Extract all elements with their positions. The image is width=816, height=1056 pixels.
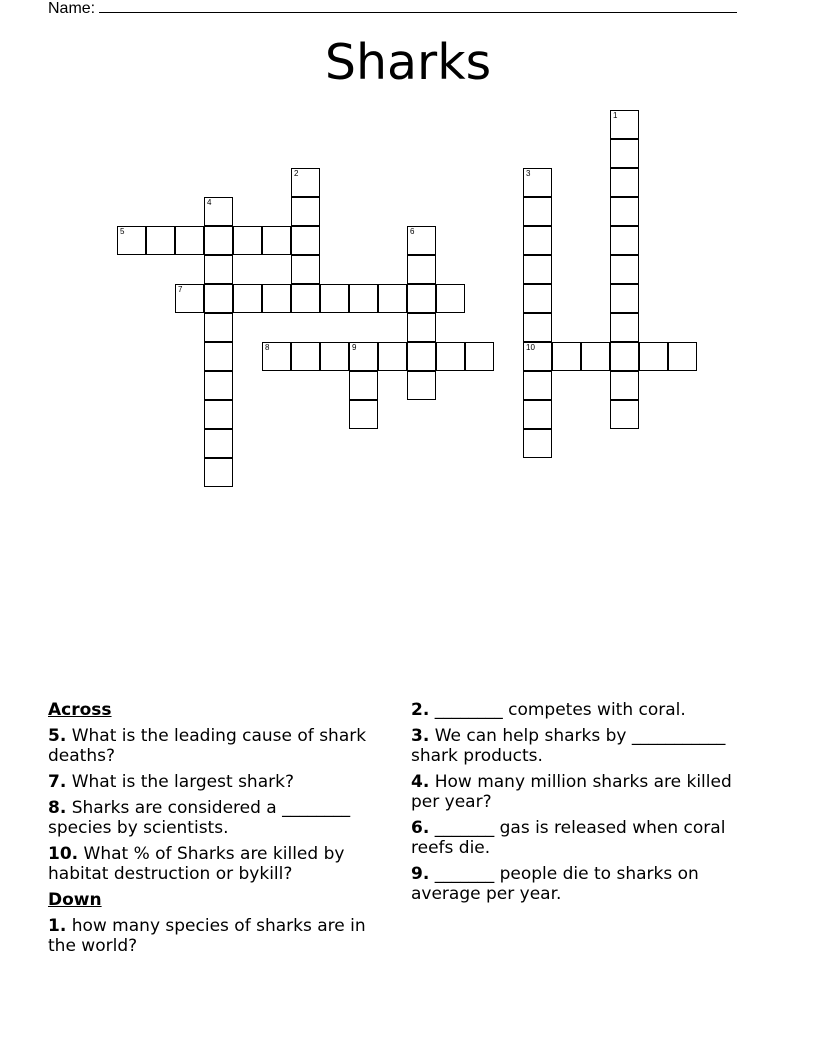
clue-number: 2. (411, 700, 430, 720)
crossword-cell[interactable] (407, 226, 436, 255)
crossword-cell[interactable] (552, 342, 581, 371)
crossword-cell[interactable] (291, 284, 320, 313)
clue-text: How many million sharks are killed per year? (411, 772, 732, 812)
crossword-cell[interactable] (610, 168, 639, 197)
crossword-cell[interactable] (523, 342, 552, 371)
crossword-cell[interactable] (233, 284, 262, 313)
clue-number: 9. (411, 864, 430, 884)
clue-text: _______ people die to sharks on average per year. (411, 864, 699, 904)
crossword-cell[interactable] (610, 342, 639, 371)
clue-text: What is the leading cause of shark deaths? (48, 726, 367, 766)
across-heading: Across (48, 700, 112, 720)
cell-number: 1 (613, 111, 618, 120)
clue-text: What % of Sharks are killed by habitat destruction or bykill? (48, 844, 345, 884)
cell-number: 6 (410, 227, 415, 236)
clue-number: 10. (48, 844, 79, 864)
crossword-cell[interactable] (668, 342, 697, 371)
crossword-cell[interactable] (581, 342, 610, 371)
clue-number: 7. (48, 772, 67, 792)
crossword-cell[interactable] (291, 168, 320, 197)
crossword-cell[interactable] (523, 255, 552, 284)
crossword-cell[interactable] (349, 284, 378, 313)
clue-across-7 (48, 772, 393, 792)
crossword-cell[interactable] (204, 226, 233, 255)
clue-across-8 (48, 798, 393, 838)
cell-number: 5 (120, 227, 125, 236)
crossword-cell[interactable] (262, 342, 291, 371)
crossword-cell[interactable] (610, 226, 639, 255)
crossword-cell[interactable] (320, 284, 349, 313)
page-title: Sharks (324, 34, 492, 91)
crossword-cell[interactable] (407, 284, 436, 313)
cell-number: 9 (352, 343, 357, 352)
crossword-cell[interactable] (407, 342, 436, 371)
crossword-cell[interactable] (610, 400, 639, 429)
crossword-cell[interactable] (523, 371, 552, 400)
crossword-cell[interactable] (436, 342, 465, 371)
crossword-cell[interactable] (204, 400, 233, 429)
crossword-cell[interactable] (407, 371, 436, 400)
clue-number: 8. (48, 798, 67, 818)
crossword-cell[interactable] (204, 371, 233, 400)
crossword-cell[interactable] (349, 371, 378, 400)
clue-text: We can help sharks by ___________ shark products. (411, 726, 726, 766)
crossword-cell[interactable] (639, 342, 668, 371)
crossword-cell[interactable] (610, 139, 639, 168)
crossword-cell[interactable] (175, 284, 204, 313)
crossword-cell[interactable] (146, 226, 175, 255)
crossword-cell[interactable] (349, 342, 378, 371)
clue-down-6 (411, 818, 751, 858)
crossword-cell[interactable] (610, 284, 639, 313)
crossword-cell[interactable] (175, 226, 204, 255)
clue-across-5 (48, 726, 393, 766)
clue-text: how many species of sharks are in the world? (48, 916, 366, 956)
clues-left-column (48, 700, 393, 962)
crossword-cell[interactable] (407, 255, 436, 284)
crossword-cell[interactable] (465, 342, 494, 371)
cell-number: 2 (294, 169, 299, 178)
crossword-cell[interactable] (291, 197, 320, 226)
crossword-cell[interactable] (610, 371, 639, 400)
crossword-cell[interactable] (204, 313, 233, 342)
cell-number: 10 (526, 343, 535, 352)
clue-text: What is the largest shark? (71, 772, 294, 792)
crossword-cell[interactable] (378, 284, 407, 313)
cell-number: 3 (526, 169, 531, 178)
crossword-cell[interactable] (436, 284, 465, 313)
crossword-cell[interactable] (349, 400, 378, 429)
clue-down-9 (411, 864, 751, 904)
cell-number: 8 (265, 343, 270, 352)
clue-text: _______ gas is released when coral reefs die. (411, 818, 726, 858)
crossword-cell[interactable] (204, 429, 233, 458)
clues-right-column (411, 700, 751, 910)
clue-down-2 (411, 700, 751, 720)
crossword-cell[interactable] (204, 255, 233, 284)
crossword-cell[interactable] (523, 168, 552, 197)
crossword-cell[interactable] (204, 284, 233, 313)
crossword-cell[interactable] (262, 284, 291, 313)
crossword-cell[interactable] (523, 197, 552, 226)
clue-across-10 (48, 844, 393, 884)
clue-number: 5. (48, 726, 67, 746)
crossword-cell[interactable] (523, 284, 552, 313)
crossword-cell[interactable] (610, 255, 639, 284)
crossword-cell[interactable] (117, 226, 146, 255)
name-label: Name: (48, 0, 96, 17)
crossword-cell[interactable] (523, 400, 552, 429)
crossword-cell[interactable] (233, 226, 262, 255)
crossword-cell[interactable] (204, 342, 233, 371)
cell-number: 4 (207, 198, 212, 207)
crossword-cell[interactable] (523, 429, 552, 458)
clue-text: Sharks are considered a ________ species by scientists. (48, 798, 351, 838)
crossword-cell[interactable] (204, 458, 233, 487)
clue-number: 3. (411, 726, 430, 746)
crossword-cell[interactable] (204, 197, 233, 226)
crossword-cell[interactable] (262, 226, 291, 255)
clue-down-4 (411, 772, 751, 812)
clue-number: 6. (411, 818, 430, 838)
crossword-cell[interactable] (291, 342, 320, 371)
crossword-cell[interactable] (407, 313, 436, 342)
crossword-cell[interactable] (610, 313, 639, 342)
crossword-cell[interactable] (291, 255, 320, 284)
crossword-cell[interactable] (610, 197, 639, 226)
clue-number: 4. (411, 772, 430, 792)
down-heading: Down (48, 890, 102, 910)
clue-text: ________ competes with coral. (434, 700, 686, 720)
crossword-cell[interactable] (523, 313, 552, 342)
crossword-cell[interactable] (378, 342, 407, 371)
clue-down-1 (48, 916, 393, 956)
cell-number: 7 (178, 285, 183, 294)
crossword-cell[interactable] (610, 110, 639, 139)
crossword-cell[interactable] (291, 226, 320, 255)
clue-down-3 (411, 726, 751, 766)
clue-number: 1. (48, 916, 67, 936)
crossword-cell[interactable] (320, 342, 349, 371)
crossword-cell[interactable] (523, 226, 552, 255)
